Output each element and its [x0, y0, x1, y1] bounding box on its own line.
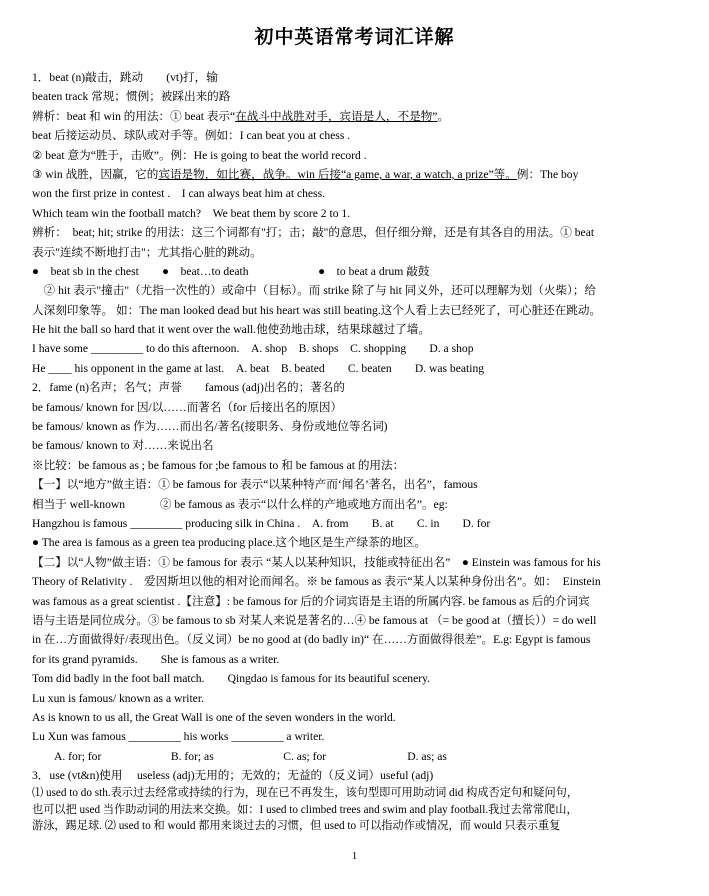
line-text: ● beat sb in the chest ● beat…to death ● to beat a drum 敲鼓 — [32, 264, 430, 278]
line-text: 表示"连续不断地打击"；尤其指心脏的跳动。 — [32, 245, 262, 259]
line-text: 3．use (vt&n)使用 useless (adj)无用的；无效的；无益的（反义词）useful (adj) — [32, 769, 434, 783]
text-line — [32, 378, 670, 397]
line-text: A. for; for B. for; as C. as; for D. as; as — [54, 749, 447, 763]
text-line — [32, 456, 670, 475]
line-text: was famous as a great scientist .【注意】: be famous for 后的介词宾语是主语的所属内容. be famous as 后的介词宾 — [32, 594, 590, 608]
text-line — [32, 339, 670, 358]
text-line — [32, 650, 670, 669]
text-line — [32, 243, 670, 262]
line-text: be famous/ known to 对……来说出名 — [32, 439, 214, 453]
line-text: be famous/ known as 作为……而出名/著名(接职务、身份或地位等名词) — [32, 420, 388, 434]
text-line — [32, 592, 670, 611]
line-text: As is known to us all, the Great Wall is one of the seven wonders in the world. — [32, 710, 396, 724]
text-line — [32, 611, 670, 630]
line-text: Tom did badly in the foot ball match. Qingdao is famous for its beautiful scenery. — [32, 672, 431, 686]
text-line — [32, 766, 670, 785]
text-line — [32, 553, 670, 572]
line-text: 2．fame (n)名声；名气；声誉 famous (adj)出名的；著名的 — [32, 381, 345, 395]
line-text: Hangzhou is famous _________ producing silk in China . A. from B. at C. in D. for — [32, 516, 491, 530]
line-text: 语与主语是同位成分。③ be famous to sb 对某人来说是著名的…④ be famous at （= be good at（擅长））= do well — [32, 613, 597, 627]
line-text: 。 — [437, 109, 450, 123]
text-line — [32, 669, 670, 688]
text-line — [32, 495, 670, 514]
text-line — [32, 475, 670, 494]
line-text: I have some _________ to do this afternoon. A. shop B. shops C. shopping D. a shop — [32, 342, 474, 356]
line-text: He hit the ball so hard that it went over the wall.他使劲地击球，结果球越过了墙。 — [32, 323, 430, 337]
line-text: 人深刻印象等。 如：The man looked dead but his heart was still beating.这个人看上去已经死了，可心脏还在跳动。 — [32, 303, 602, 317]
line-text: Lu xun is famous/ known as a writer. — [32, 691, 204, 705]
line-text: 辨析：beat 和 win 的用法：① beat 表示“ — [32, 109, 236, 123]
line-text: Which team win the football match? We beat them by score 2 to 1. — [32, 206, 351, 220]
text-line — [32, 398, 670, 417]
text-line — [32, 262, 670, 281]
line-text: be famous/ known for 因/以……而著名（for 后接出名的原因） — [32, 400, 343, 414]
line-text: ⑴ used to do sth.表示过去经常或持续的行为，现在已不再发生，该句型即可用助动词 did 构成否定句和疑问句， — [32, 787, 579, 800]
text-line — [32, 785, 670, 802]
text-line — [32, 146, 670, 165]
line-text: 游泳，踢足球. ⑵ used to 和 would 都用来谈过去的习惯，但 used to 可以指动作或情况，而 would 只表示重复 — [32, 820, 561, 833]
text-line — [32, 818, 670, 835]
page-title: 初中英语常考词汇详解 — [254, 26, 455, 48]
line-text: ※比较：be famous as ; be famous for ;be famous to 和 be famous at 的用法： — [32, 458, 405, 472]
text-line — [32, 320, 670, 339]
text-line — [32, 514, 670, 533]
line-text: 【一】以“地方”做主语：① be famous for 表示“以某种特产而‘闻名’著名，出名”，famous — [32, 478, 478, 492]
line-text: Theory of Relativity . 爱因斯坦以他的相对论而闻名。※ be famous as 表示“某人以某种身份出名”。如： Einstein — [32, 575, 601, 589]
text-line — [32, 533, 670, 552]
line-text: won the first prize in contest . I can always beat him at chess. — [32, 187, 325, 201]
text-line — [32, 281, 670, 300]
underlined-text: 在战斗中战胜对手，宾语是人，不是物” — [235, 109, 438, 123]
line-text: Lu Xun was famous _________ his works _________ a writer. — [32, 730, 325, 744]
text-line — [32, 126, 670, 145]
text-line — [32, 68, 670, 87]
line-text: 相当于 well-known ② be famous as 表示“以什么样的产地或地方而出名”。eg: — [32, 497, 448, 511]
text-line — [32, 359, 670, 378]
line-text: ● The area is famous as a green tea producing place.这个地区是生产绿茶的地区。 — [32, 536, 427, 550]
text-line — [32, 436, 670, 455]
text-line — [32, 727, 670, 746]
text-line — [32, 87, 670, 106]
line-text: 也可以把 used 当作助动词的用法来交换。如：I used to climbed trees and swim and play football.我过去常常爬山， — [32, 803, 578, 816]
text-line — [32, 802, 670, 819]
line-text: ② hit 表示"撞击"（尤指一次性的）或命中（目标）。而 strike 除了与 hit 同义外，还可以理解为划（火柴）；给 — [32, 284, 597, 298]
text-line — [32, 223, 670, 242]
line-text: 辨析： beat; hit; strike 的用法：这三个词都有"打；击；敲"的意思，但仔细分辩，还是有其各自的用法。① beat — [32, 226, 595, 240]
text-line — [32, 747, 670, 766]
line-text: for its grand pyramids. She is famous as a writer. — [32, 652, 280, 666]
document-body — [32, 68, 670, 835]
line-text: 例：The boy — [516, 167, 579, 181]
text-line — [32, 107, 670, 126]
line-text: ② beat 意为“胜于，击败”。例：He is going to beat the world record . — [32, 148, 367, 162]
underlined-text: 宾语是物，如比赛，战争。win 后接“a game, a war, a watch, a prize”等。 — [158, 167, 517, 181]
text-line — [32, 184, 670, 203]
text-line — [32, 165, 670, 184]
line-text: beaten track 常规；惯例；被踩出来的路 — [32, 90, 231, 104]
line-text: 1．beat (n)敲击，跳动 (vt)打，输 — [32, 71, 218, 84]
text-line — [32, 572, 670, 591]
line-text: in 在…方面做得好/表现出色。（反义词）be no good at (do badly in)“ 在……方面做得很差”。E.g: Egypt is famous — [32, 633, 591, 647]
text-line — [32, 417, 670, 436]
line-text: ③ win 战胜，因赢，它的 — [32, 167, 159, 181]
line-text: beat 后接运动员、球队或对手等。例如：I can beat you at chess . — [32, 129, 351, 143]
text-line — [32, 204, 670, 223]
text-line — [32, 630, 670, 649]
text-line — [32, 689, 670, 708]
text-line — [32, 301, 670, 320]
page-number: 1 — [351, 850, 358, 862]
text-line — [32, 708, 670, 727]
line-text: He ____ his opponent in the game at last. A. beat B. beated C. beaten D. was beating — [32, 361, 485, 375]
line-text: 【二】以“人物”做主语：① be famous for 表示 “某人以某种知识，技能或特征出名” ● Einstein was famous for his — [32, 555, 601, 569]
